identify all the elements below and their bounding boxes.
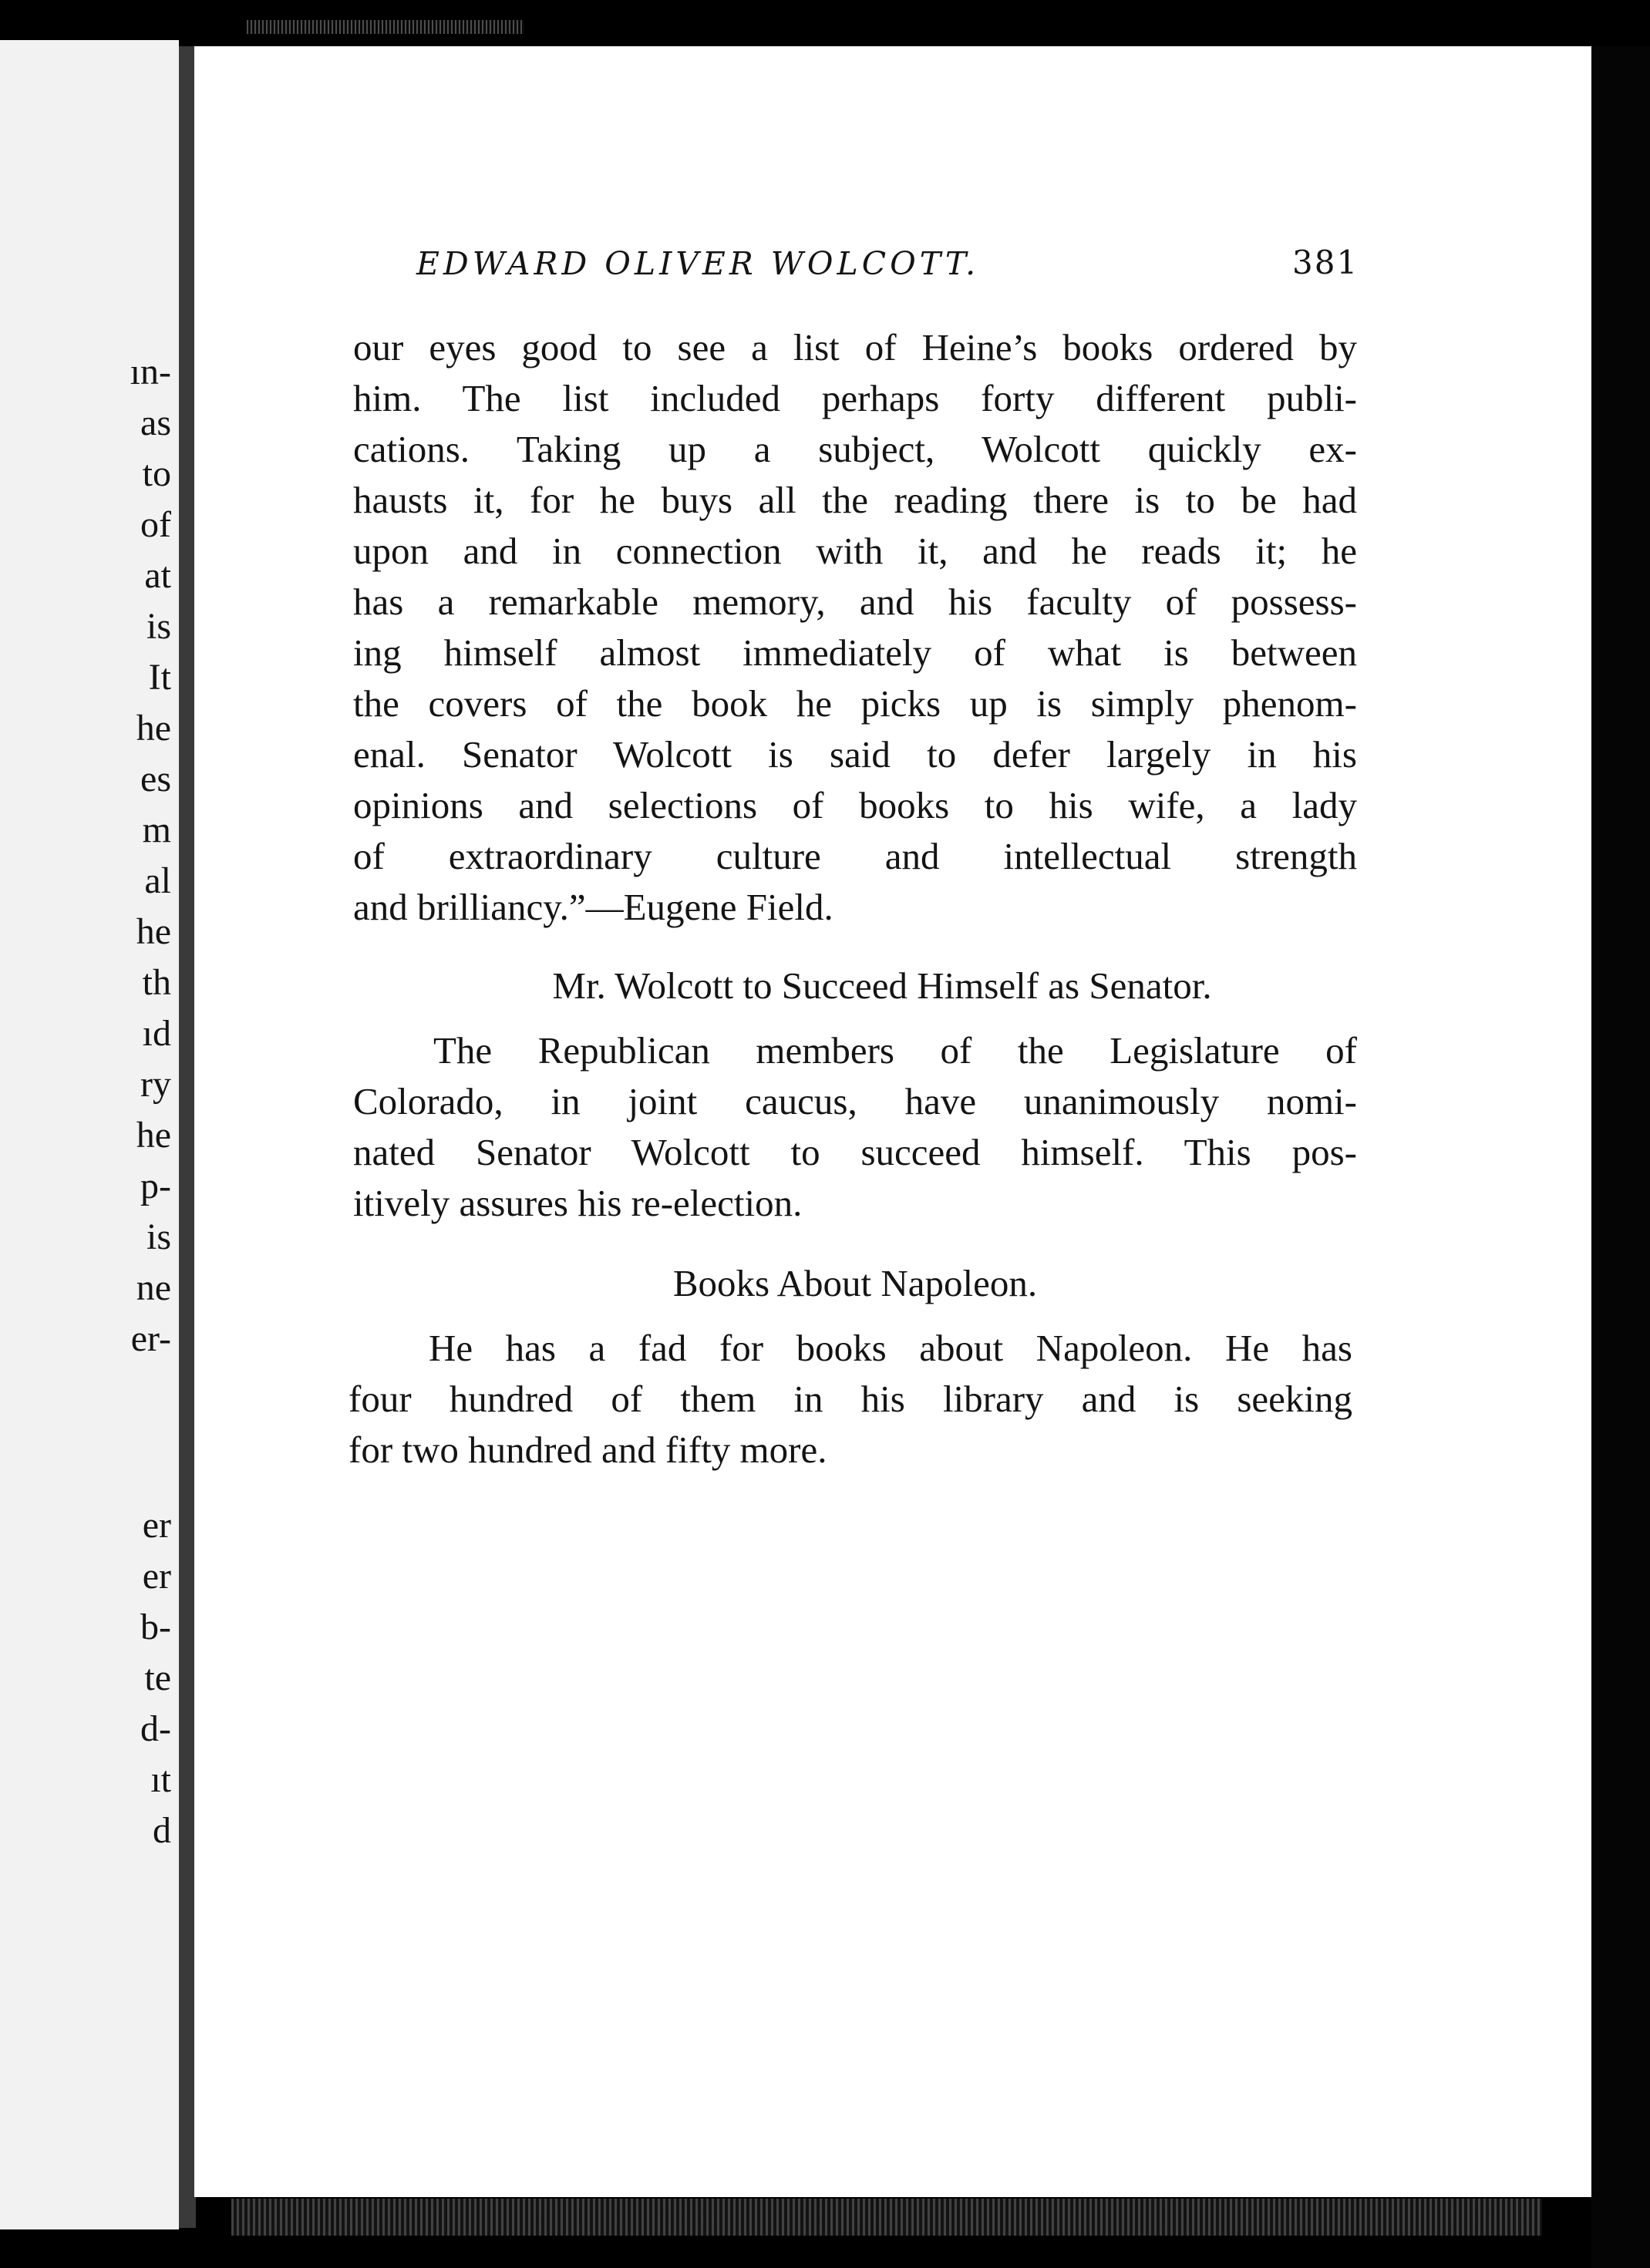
text-line: opinions and selections of books to his wife, a lady [353, 784, 1357, 826]
paragraph-reelection [353, 1025, 1357, 1229]
line-fragment: he [136, 1115, 171, 1156]
section-heading-napoleon: Books About Napoleon. [672, 1262, 1038, 1304]
text-line: He has a fad for books about Napoleon. He has [429, 1327, 1352, 1369]
text-line: The Republican members of the Legislature of [433, 1029, 1357, 1072]
line-fragment: ry [140, 1064, 171, 1105]
line-fragment: ne [136, 1267, 171, 1308]
paragraph-heine-books [353, 322, 1357, 933]
text-line: enal. Senator Wolcott is said to defer largely in his [353, 733, 1357, 776]
text-line: for two hundred and fifty more. [349, 1428, 827, 1471]
line-fragment: is [146, 606, 171, 647]
section-heading-senator: Mr. Wolcott to Succeed Himself as Senator. [552, 964, 1212, 1007]
line-fragment: to [142, 453, 171, 494]
line-fragment: er- [130, 1318, 171, 1359]
previous-page-line-endings [0, 347, 171, 1856]
scan-edge-top [247, 20, 524, 34]
blank-gap [0, 1365, 171, 1500]
paragraph-napoleon-books [349, 1323, 1352, 1476]
text-line: him. The list included perhaps forty different publi- [353, 377, 1357, 419]
text-line: hausts it, for he buys all the reading there is to be had [353, 479, 1357, 521]
line-fragment: er [142, 1505, 171, 1546]
line-fragment: m [142, 809, 171, 850]
line-fragment: er [142, 1556, 171, 1597]
line-fragment: ın- [130, 352, 171, 392]
line-fragment: is [146, 1216, 171, 1257]
line-fragment: al [144, 860, 171, 901]
page-number: 381 [1292, 244, 1359, 281]
line-fragment: as [140, 402, 171, 443]
text-line: ing himself almost immediately of what is between [353, 631, 1357, 674]
line-fragment: ıd [142, 1013, 171, 1054]
line-fragment: p- [140, 1166, 171, 1206]
book-gutter [179, 46, 196, 2228]
text-line: has a remarkable memory, and his faculty of possess- [353, 580, 1357, 623]
text-line: Colorado, in joint caucus, have unanimously nomi- [353, 1080, 1357, 1122]
text-line: four hundred of them in his library and is seeking [349, 1378, 1352, 1420]
line-fragment: d [153, 1810, 171, 1851]
line-fragment: of [140, 504, 171, 545]
text-line: itively assures his re-election. [353, 1182, 803, 1224]
text-line: nated Senator Wolcott to succeed himself. This pos- [353, 1131, 1357, 1173]
line-fragment: ıt [150, 1759, 171, 1800]
text-line: of extraordinary culture and intellectual strength [353, 835, 1357, 877]
text-line: upon and in connection with it, and he reads it; he [353, 530, 1357, 572]
scan-edge-right [1591, 46, 1650, 2268]
line-fragment: It [148, 657, 171, 698]
line-fragment: es [140, 759, 171, 799]
line-fragment: th [142, 962, 171, 1003]
scan-edge-bottom [231, 2199, 1542, 2236]
text-line: the covers of the book he picks up is simply phenom- [353, 682, 1357, 725]
running-head: EDWARD OLIVER WOLCOTT. [416, 245, 980, 282]
line-fragment: he [136, 911, 171, 952]
line-fragment: b- [140, 1607, 171, 1647]
text-line: cations. Taking up a subject, Wolcott quickly ex- [353, 428, 1357, 470]
line-fragment: d- [140, 1708, 171, 1749]
line-fragment: te [144, 1657, 171, 1698]
line-fragment: he [136, 708, 171, 749]
text-line: our eyes good to see a list of Heine’s books ordered by [353, 326, 1357, 368]
previous-page-strip [0, 40, 179, 2229]
text-line: and brilliancy.”—Eugene Field. [353, 886, 833, 928]
line-fragment: at [144, 555, 171, 596]
